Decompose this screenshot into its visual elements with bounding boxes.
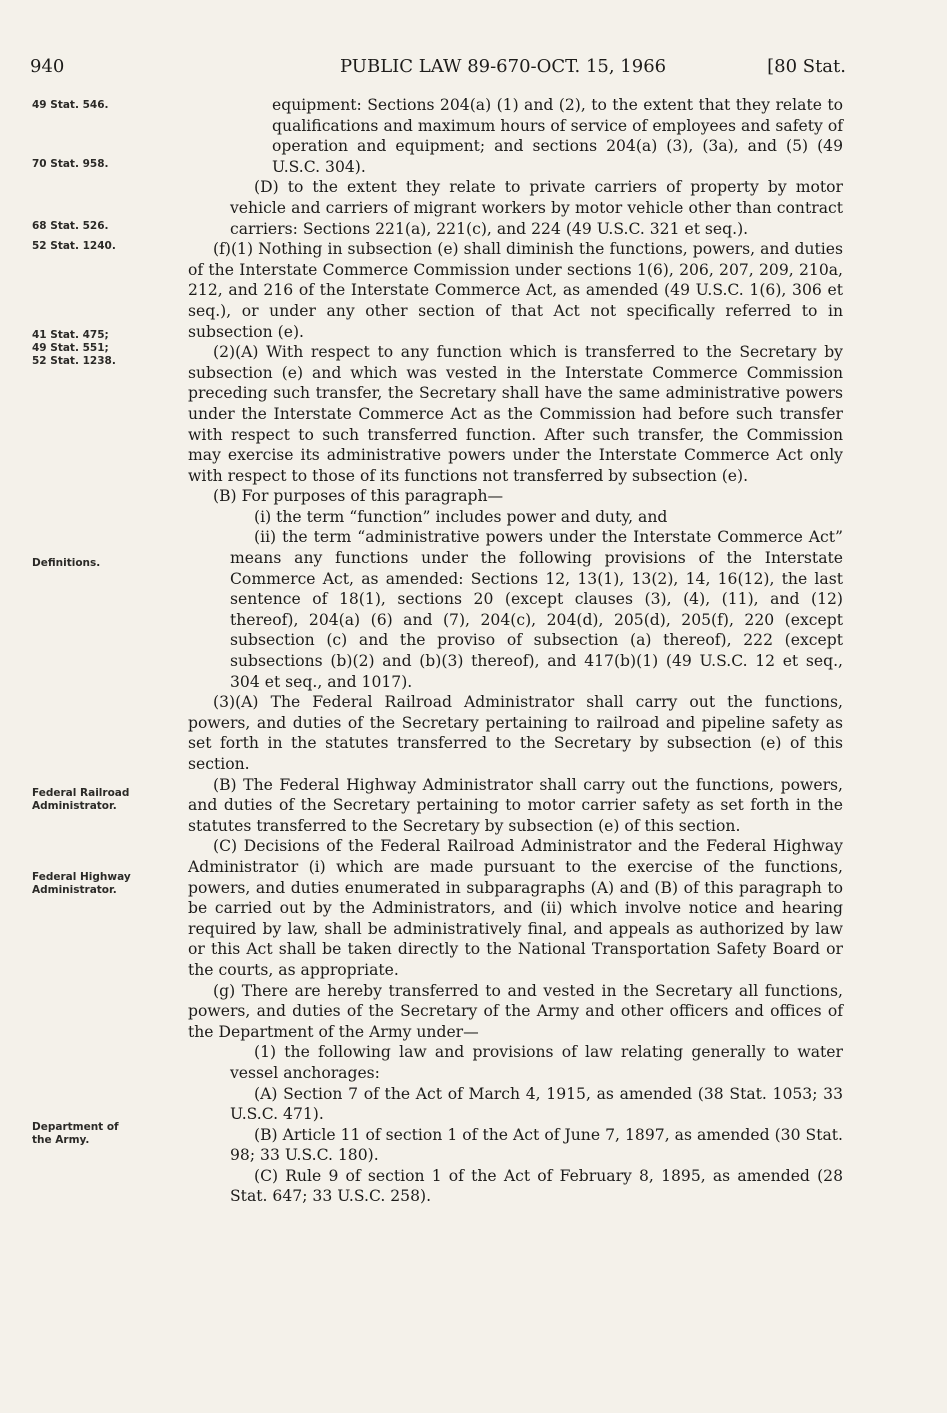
margin-note: 52 Stat. 1240. <box>32 240 116 252</box>
paragraph-g1b: (B) Article 11 of section 1 of the Act of June 7, 1897, as amended (30 Stat. 98; 33 U.S.C. 180). <box>230 1125 843 1165</box>
paragraph-2b: (B) For purposes of this paragraph— <box>213 487 504 506</box>
paragraph-g1c: (C) Rule 9 of section 1 of the Act of February 8, 1895, as amended (28 Stat. 647; 33 U.S.C. 258). <box>230 1166 843 1206</box>
paragraph-3b: (B) The Federal Highway Administrator shall carry out the functions, powers, and duties of the Secretary pertaining to motor carrier safety as set forth in the statutes transferred to the Secretary by subsection (e) of this section. <box>188 775 843 835</box>
paragraph-2a: (2)(A) With respect to any function which is transferred to the Secretary by subsection (e) and which was vested in the Interstate Commerce Commission preceding such transfer, the Secretary shall have the same administrative powers under the Interstate Commerce Act as the Commission had before such transfer with respect to such transferred function. After such transfer, the Commission may exercise its administrative powers under the Interstate Commerce Act only with respect to those of its functions not transferred by subsection (e). <box>188 343 843 485</box>
paragraph-g1: (1) the following law and provisions of law relating generally to water vessel anchorages: <box>230 1043 843 1082</box>
paragraph-d: (D) to the extent they relate to private carriers of property by motor vehicle and carriers of migrant workers by motor vehicle other than contract carriers: Sections 221(a), 221(c), and 224 (49 U.S.C. 321 et seq.). <box>230 178 843 238</box>
statute-text <box>188 95 843 1207</box>
margin-note: Federal Railroad Administrator. <box>32 787 130 812</box>
header-title: PUBLIC LAW 89-670-OCT. 15, 1966 <box>340 56 667 77</box>
margin-note: Federal Highway Administrator. <box>32 871 131 896</box>
paragraph-ii: (ii) the term “administrative powers under the Interstate Commerce Act” means any functions under the following provisions of the Interstate Commerce Act, as amended: Sections 12, 13(1), 13(2), 14, 16(12), the last sentence of 18(1), sections 20 (except clauses (3), (4), (11), and (12) thereof), 204(a) (6) and (7), 204(c), 204(d), 205(d), 205(f), 220 (except subsection (c) and the proviso of subsection (a) thereof), 222 (except subsections (b)(2) and (b)(3) thereof), and 417(b)(1) (49 U.S.C. 12 et seq., 304 et seq., and 1017). <box>230 528 843 691</box>
paragraph-g: (g) There are hereby transferred to and vested in the Secretary all functions, powers, and duties of the Secretary of the Army and other officers and offices of the Department of the Army under— <box>188 981 843 1041</box>
volume-reference: [80 Stat. <box>767 56 846 77</box>
margin-note: 49 Stat. 546. <box>32 99 109 111</box>
page-number: 940 <box>30 56 65 77</box>
paragraph-equipment: equipment: Sections 204(a) (1) and (2), to the extent that they relate to qualifications and maximum hours of service of employees and safety of operation and equipment; and sections 204(a) (3), (3a), and (5) (49 U.S.C. 304). <box>272 96 843 176</box>
paragraph-f1: (f)(1) Nothing in subsection (e) shall diminish the functions, powers, and duties of the Interstate Commerce Commission under sections 1(6), 206, 207, 209, 210a, 212, and 216 of the Interstate Commerce Act, as amended (49 U.S.C. 1(6), 306 et seq.), or under any other section of that Act not specifically referred to in subsection (e). <box>188 240 843 341</box>
running-header <box>30 56 846 80</box>
paragraph-3a: (3)(A) The Federal Railroad Administrator shall carry out the functions, powers, and duties of the Secretary pertaining to railroad and pipeline safety as set forth in the statutes transferred to the Secretary by subsection (e) of this section. <box>188 693 843 773</box>
paragraph-g1a: (A) Section 7 of the Act of March 4, 1915, as amended (38 Stat. 1053; 33 U.S.C. 471). <box>230 1084 843 1124</box>
margin-note: 70 Stat. 958. <box>32 158 109 170</box>
paragraph-3c: (C) Decisions of the Federal Railroad Administrator and the Federal Highway Administrator (i) which are made pursuant to the exercise of the functions, powers, and duties enumerated in subparagraphs (A) and (B) of this paragraph to be carried out by the Administrators, and (ii) which involve notice and hearing required by law, shall be administratively final, and appeals as authorized by law or this Act shall be taken directly to the National Transportation Safety Board or the courts, as appropriate. <box>188 837 843 979</box>
margin-note: Definitions. <box>32 557 101 569</box>
paragraph-i: (i) the term “function” includes power and duty, and <box>254 507 668 526</box>
margin-note: 68 Stat. 526. <box>32 220 109 232</box>
margin-note: 41 Stat. 475; 49 Stat. 551; 52 Stat. 1238. <box>32 329 116 367</box>
margin-note: Department of the Army. <box>32 1121 119 1146</box>
